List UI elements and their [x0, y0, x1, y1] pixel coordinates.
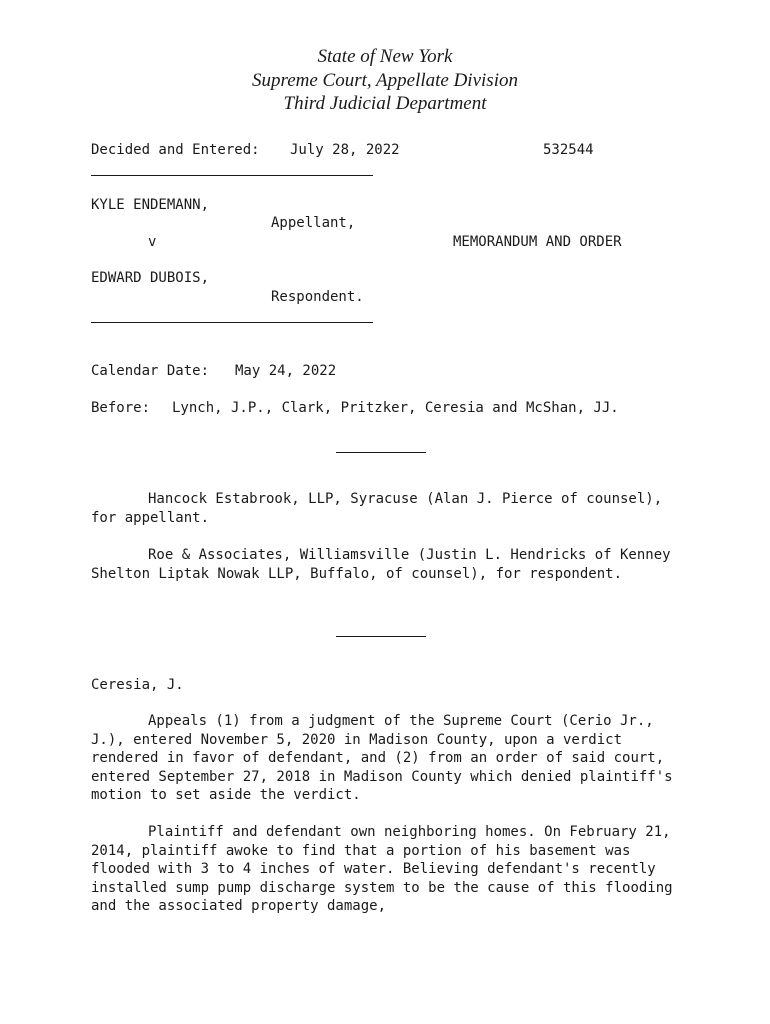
opinion-paragraph: Appeals (1) from a judgment of the Supreme Court (Cerio Jr., J.), entered November 5, 2020 in Madison County, upon a verdict rendered in favor of defendant, and (2) from an order of said court, entered September 27, 2018 in Madison County which denied plaintiff's motion to set aside the verdict.	[91, 713, 673, 804]
respondent-counsel: Roe & Associates, Williamsville (Justin L. Hendricks of Kenney Shelton Liptak Nowak LLP, Buffalo, of counsel), for respondent.	[91, 547, 671, 582]
before-label: Before:	[91, 400, 151, 416]
court-name: Supreme Court, Appellate Division	[252, 70, 518, 91]
section-divider-1	[336, 452, 426, 453]
opinion-paragraph: Plaintiff and defendant own neighboring homes. On February 21, 2014, plaintiff awoke to find that a portion of his basement was flooded with 3 to 4 inches of water. Believing defendant's recently installed sump pump discharge system to be the cause of this flooding and the associated property damage,	[91, 824, 673, 915]
plaintiff-role: Appellant,	[271, 215, 356, 231]
defendant-name: EDWARD DUBOIS,	[91, 270, 210, 286]
caption-top-rule	[91, 175, 373, 176]
caption-bottom-rule	[91, 322, 373, 323]
decided-label: Decided and Entered:	[91, 142, 260, 158]
opinion-author: Ceresia, J.	[91, 677, 184, 693]
panel-judges: Lynch, J.P., Clark, Pritzker, Ceresia and McShan, JJ.	[172, 400, 619, 416]
docket-number: 532544	[543, 142, 594, 158]
appellant-counsel: Hancock Estabrook, LLP, Syracuse (Alan J. Pierce of counsel), for appellant.	[91, 491, 663, 526]
versus: v	[148, 234, 157, 250]
decided-date: July 28, 2022	[290, 142, 400, 158]
court-department: Third Judicial Department	[283, 93, 487, 114]
plaintiff-name: KYLE ENDEMANN,	[91, 197, 210, 213]
calendar-label: Calendar Date:	[91, 363, 210, 379]
calendar-date: May 24, 2022	[235, 363, 337, 379]
court-state: State of New York	[317, 46, 453, 67]
defendant-role: Respondent.	[271, 289, 364, 305]
order-type: MEMORANDUM AND ORDER	[453, 234, 622, 250]
section-divider-2	[336, 636, 426, 637]
